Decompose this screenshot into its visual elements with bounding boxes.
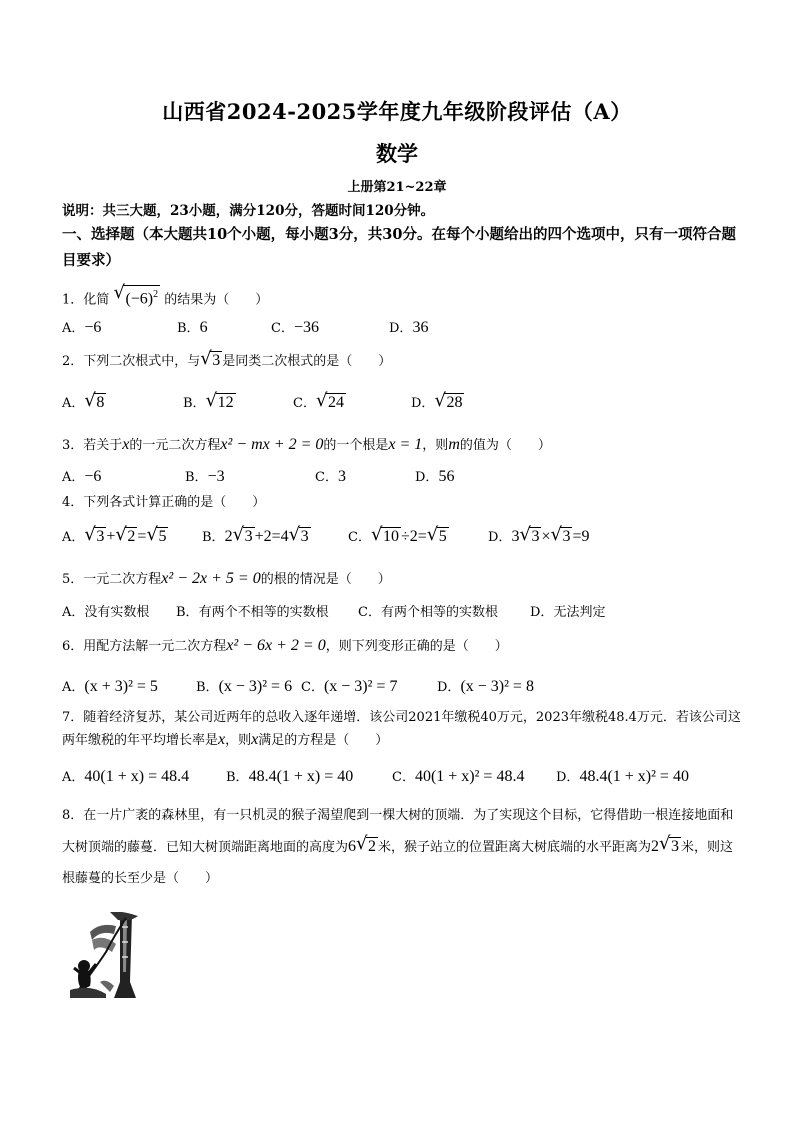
question-3: 3．若关于x的一元二次方程x² − mx + 2 = 0的一个根是x = 1，则m的值为（ ） [62, 436, 551, 453]
options-q5 [62, 601, 605, 620]
exam-title: 山西省2024-2025学年度九年级阶段评估（A） [162, 99, 632, 124]
section-heading-choice: 一、选择题（本大题共10个小题，每小题3分，共30分。在每个小题给出的四个选项中，只有一项符合题目要求） [62, 226, 736, 269]
option-c[interactable]: C．40(1 + x)² = 48.4 [392, 768, 525, 785]
option-d[interactable]: D．(x − 3)² = 8 [437, 678, 534, 695]
options-q6 [62, 676, 534, 696]
option-c[interactable]: C．√ 24 [293, 392, 411, 412]
option-b[interactable]: B．有两个不相等的实数根 [176, 605, 329, 620]
chapter-scope: 上册第21~22章 [347, 180, 447, 195]
option-b[interactable]: B．√ 12 [183, 392, 293, 412]
options-q2 [62, 392, 464, 412]
subject-heading: 数学 [376, 141, 418, 166]
options-q1 [62, 317, 428, 337]
radical-3: √ 3 [201, 351, 222, 370]
question-number: 1． [62, 292, 84, 308]
option-b[interactable]: B．6 [177, 319, 208, 336]
option-b[interactable]: B．2√ 3 +2=4√ 3 [202, 526, 348, 546]
option-b[interactable]: B．48.4(1 + x) = 40 [226, 768, 354, 785]
question-8: 8．在一片广袤的森林里，有一只机灵的猴子渴望爬到一棵大树的顶端．为了实现这个目标，它得借助一根连接地面和大树顶端的藤蔓．已知大树顶端距离地面的高度为6√ 2 米，猴子站立的位置距离大树底端的水平距离为2√ 3 米，则这根藤蔓的长至少是（ ） [62, 800, 742, 894]
exam-instructions: 说明：共三大题，23小题，满分120分，答题时间120分钟。 [62, 203, 435, 219]
option-d[interactable]: D．3√ 3 ×√ 3 =9 [488, 526, 590, 546]
option-a[interactable]: A．−6 [62, 468, 102, 485]
question-5: 5．一元二次方程x² − 2x + 5 = 0的根的情况是（ ） [62, 570, 391, 587]
question-1: 1．化简 √ $(-6)^2$ 的结果为（ ） [62, 285, 268, 308]
option-c[interactable]: C．有两个相等的实数根 [358, 605, 498, 620]
option-d[interactable]: D．48.4(1 + x)² = 40 [556, 768, 689, 785]
option-a[interactable]: A．(x + 3)² = 5 [62, 678, 158, 695]
option-b[interactable]: B．(x − 3)² = 6 [196, 678, 293, 695]
question-4: 4．下列各式计算正确的是（ ） [62, 495, 266, 510]
option-c[interactable]: C．√ 10 ÷2=√ 5 [348, 526, 488, 546]
question-7: 7．随着经济复苏，某公司近两年的总收入逐年递增．该公司2021年缴税40万元，2023年缴税48.4万元．若该公司这两年缴税的年平均增长率是x，则x满足的方程是（ ） [62, 710, 741, 748]
option-a[interactable]: A．−6 [62, 319, 102, 336]
monkey-tree-illustration-icon [70, 912, 142, 998]
option-c[interactable]: C．−36 [271, 319, 319, 336]
option-d[interactable]: D．36 [389, 319, 429, 336]
option-a[interactable]: A．√ 8 [62, 392, 183, 412]
options-q4 [62, 526, 590, 546]
option-d[interactable]: D．56 [415, 468, 455, 485]
option-a[interactable]: A．40(1 + x) = 48.4 [62, 768, 190, 785]
option-b[interactable]: B．−3 [185, 468, 225, 485]
option-a[interactable]: A．没有实数根 [62, 605, 150, 620]
option-d[interactable]: D．√ 28 [411, 392, 464, 412]
options-q3 [62, 466, 454, 486]
radical-expression: √ $(-6)^2$ [114, 285, 160, 308]
options-q7 [62, 766, 689, 786]
option-c[interactable]: C．(x − 3)² = 7 [301, 678, 398, 695]
option-a[interactable]: A．√ 3 +√ 2 =√ 5 [62, 526, 202, 546]
option-d[interactable]: D．无法判定 [530, 605, 606, 620]
question-6: 6．用配方法解一元二次方程x² − 6x + 2 = 0，则下列变形正确的是（ ） [62, 637, 508, 654]
option-c[interactable]: C．3 [315, 468, 346, 485]
question-2: 2．下列二次根式中，与√ 3 是同类二次根式的是（ ） [62, 350, 391, 370]
